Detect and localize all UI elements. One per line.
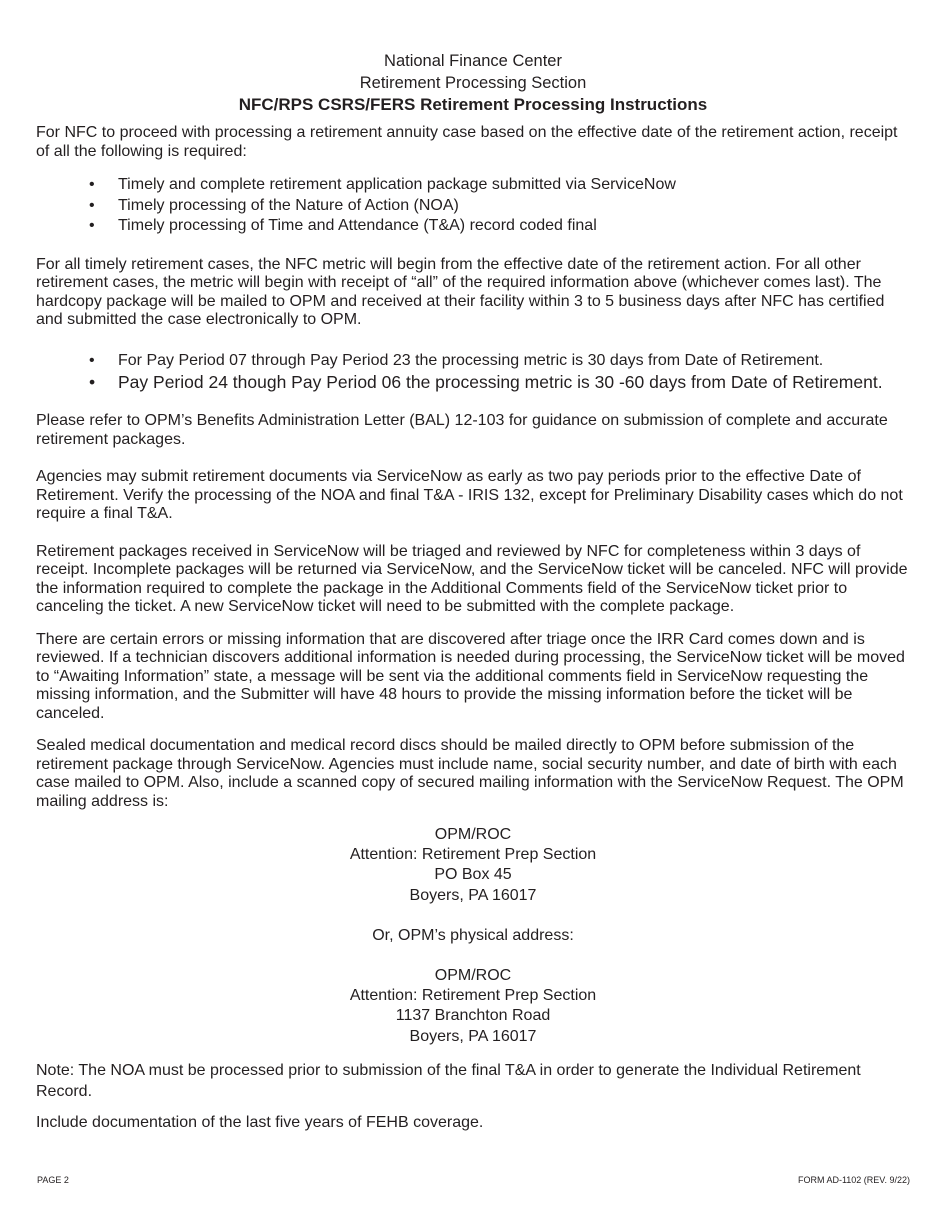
agencies-paragraph: Agencies may submit retirement documents via ServiceNow as early as two pay periods prior to the effective Date of Retirement. Verify the processing of the NOA and final T&A - IRIS 132, except for Preliminary Disability cases which do not require a final T&A. — [36, 468, 903, 522]
list-item: • Timely and complete retirement application package submitted via ServiceNow — [36, 175, 910, 196]
bullet-icon: • — [89, 196, 95, 214]
document-page — [36, 50, 910, 1132]
address-line: Boyers, PA 16017 — [409, 886, 537, 904]
errors-paragraph: There are certain errors or missing information that are discovered after triage once the IRR Card comes down and is reviewed. If a technician discovers additional information is needed during processing, the ServiceNow ticket will be moved to “Awaiting Information” state, a message will be sent via the additional comments field in ServiceNow requesting the missing information, and the Submitter will have 48 hours to provide the missing information before the ticket will be canceled. — [36, 630, 905, 722]
address-line: OPM/ROC — [434, 967, 512, 985]
address-line: Attention: Retirement Prep Section — [349, 987, 597, 1005]
document-title: NFC/RPS CSRS/FERS Retirement Processing Instructions — [238, 95, 708, 114]
fehb-paragraph: Include documentation of the last five years of FEHB coverage. — [36, 1113, 484, 1131]
medical-paragraph: Sealed medical documentation and medical record discs should be mailed directly to OPM before submission of the retirement package through ServiceNow. Agencies must include name, social security number, and date of birth with each case mailed to OPM. Also, include a scanned copy of secured mailing information with the ServiceNow Request. The OPM mailing address is: — [36, 737, 904, 810]
list-item: • Timely processing of Time and Attendance (T&A) record coded final — [36, 216, 910, 237]
note-paragraph: Note: The NOA must be processed prior to submission of the final T&A in order to generate the Individual Retirement Record. — [36, 1061, 861, 1100]
document-header — [36, 50, 910, 116]
mailing-address — [36, 825, 910, 906]
bullet-icon: • — [89, 351, 95, 369]
address-line: 1137 Branchton Road — [395, 1007, 551, 1025]
address-line: Attention: Retirement Prep Section — [349, 846, 597, 864]
metric-paragraph: For all timely retirement cases, the NFC metric will begin from the effective date of the retirement action. For all other retirement cases, the metric will begin with receipt of “all” of the required information above (whichever comes last). The hardcopy package will be mailed to OPM and received at their facility within 3 to 5 business days after NFC has certified and submitted the case electronically to OPM. — [36, 255, 885, 328]
pay-period-list — [36, 351, 910, 394]
page-number: PAGE 2 — [37, 1175, 69, 1185]
list-item: • Pay Period 24 though Pay Period 06 the processing metric is 30 -60 days from Date of Retirement. — [89, 372, 883, 392]
intro-paragraph: For NFC to proceed with processing a retirement annuity case based on the effective date of the retirement action, receipt of all the following is required: — [36, 124, 898, 160]
bullet-icon: • — [89, 217, 95, 234]
address-line: PO Box 45 — [434, 866, 512, 884]
physical-address-intro: Or, OPM’s physical address: — [372, 926, 574, 944]
address-line: OPM/ROC — [434, 826, 512, 843]
triage-paragraph: Retirement packages received in ServiceNow will be triaged and reviewed by NFC for completeness within 3 days of receipt. Incomplete packages will be returned via ServiceNow, and the ServiceNow ticket will be canceled. NFC will provide the information required to complete the package in the Additional Comments field of the ServiceNow ticket prior to canceling the ticket. A new ServiceNow ticket will need to be submitted with the complete package. — [36, 542, 908, 615]
form-number: FORM AD-1102 (REV. 9/22) — [797, 1175, 910, 1185]
list-item: • For Pay Period 07 through Pay Period 23 the processing metric is 30 days from Date of Retirement. — [36, 351, 910, 372]
bal-paragraph: Please refer to OPM’s Benefits Administration Letter (BAL) 12-103 for guidance on submission of complete and accurate retirement packages. — [36, 412, 888, 448]
address-line: Boyers, PA 16017 — [409, 1027, 537, 1045]
header-line-1: National Finance Center — [384, 52, 562, 70]
header-line-2: Retirement Processing Section — [359, 74, 587, 92]
list-item: • Timely processing of the Nature of Action (NOA) — [36, 196, 910, 217]
bullet-icon: • — [89, 372, 96, 392]
bullet-icon: • — [89, 176, 95, 193]
requirements-list — [36, 175, 910, 237]
physical-address — [36, 966, 910, 1047]
